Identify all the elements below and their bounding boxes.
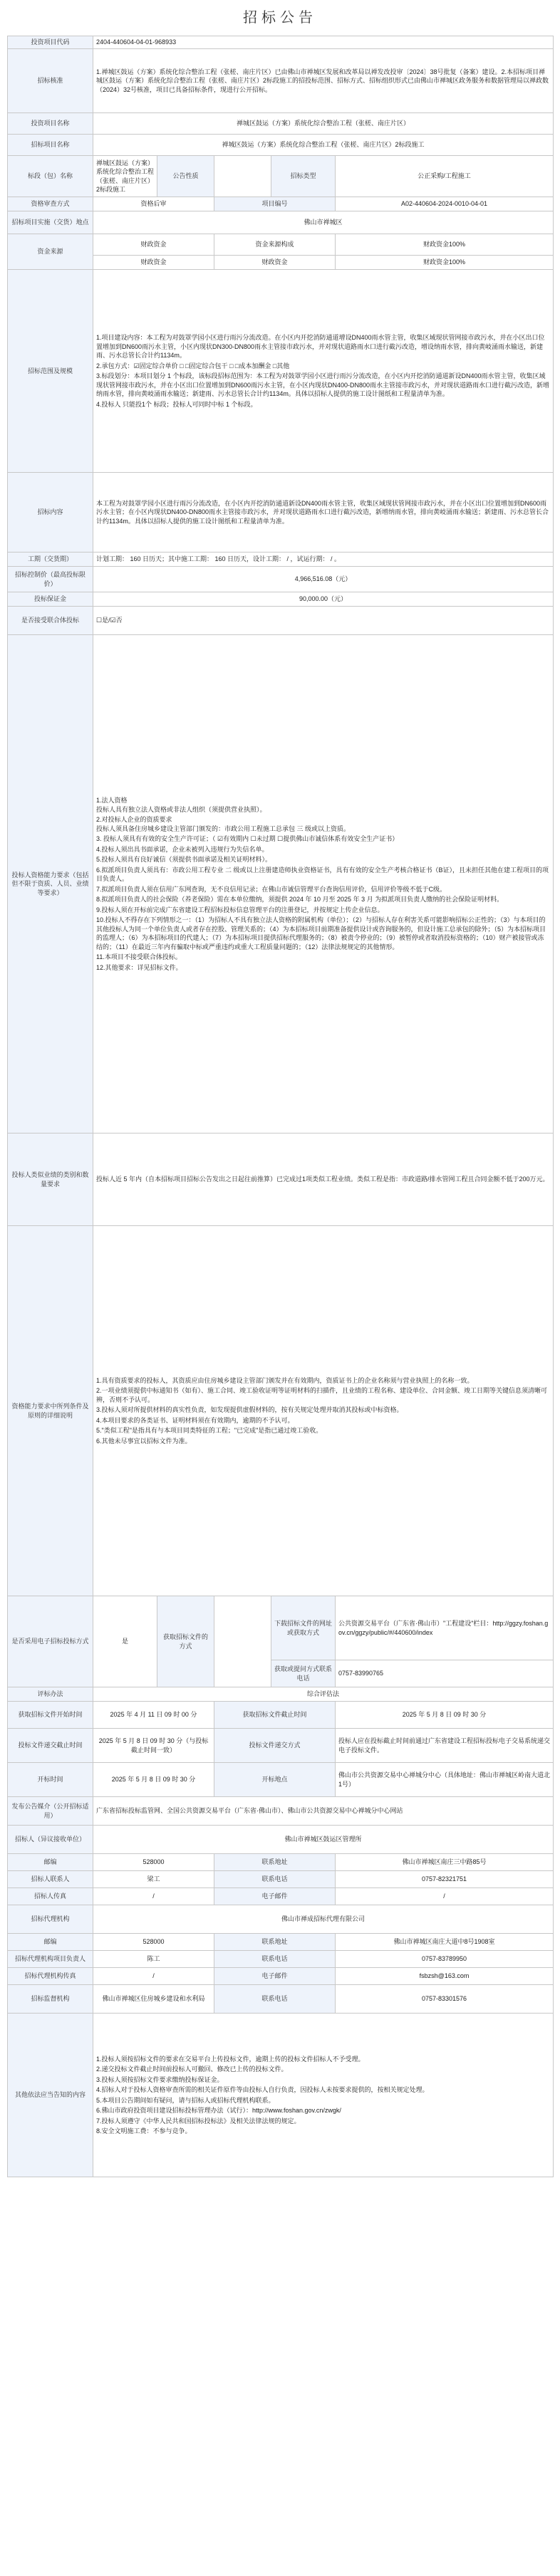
- value: [93, 1226, 554, 1596]
- phone-value: 0757-83789950: [336, 1951, 554, 1968]
- value: ☐是/☑否: [93, 607, 554, 635]
- row-bid-bond: [8, 592, 554, 607]
- principle-line: 1.具有资质要求的投标人，其资质应由住房城乡建设主管部门颁发并在有效期内，资质证书上的企业名称须与营业执照上的名称一致。: [96, 1376, 474, 1384]
- principle-line: 5."类似工程"是指具有与本项目同类特征的工程；"已完成"是指已通过竣工验收。: [96, 1427, 323, 1435]
- row-location: [8, 211, 554, 234]
- bid-end-value: 2025 年 5 月 8 日 09 时 30 分（与投标截止时间一致）: [93, 1729, 214, 1763]
- type-value: [214, 156, 271, 197]
- value: 4,966,516.08（元）: [93, 567, 554, 592]
- funds-r1: 财政资金: [93, 256, 214, 270]
- other-line: 4.招标人对于投标人资格审查所需的相关证件原件等由投标人自行负责，因投标人未按要求提供的，按相关规定处理。: [96, 2086, 429, 2093]
- addr-value: 佛山市禅城区南庄大道中8号1908室: [336, 1934, 554, 1951]
- other-line: 1.投标人须按招标文件的要求在交易平台上传投标文件，逾期上传的投标文件招标人不予受理。: [96, 2055, 365, 2063]
- row-funds-header: [8, 234, 554, 256]
- addr-label: 联系地址: [214, 1934, 336, 1951]
- value: 2404-440604-04-01-968933: [93, 36, 554, 49]
- principle-line: 2.一项业绩须提供中标通知书（如有）、施工合同、竣工验收证明等证明材料的扫描件，且业绩的工程名称、建设单位、合同金额、竣工日期等关键信息须清晰可辨，否则不予认可。: [96, 1387, 548, 1403]
- row-media: [8, 1797, 554, 1826]
- scope-line: 4.投标人 只能投1个 标段；投标人可同时中标 1 个标段。: [96, 400, 257, 408]
- row-performance: [8, 1133, 554, 1226]
- scope-line: 3.标段划分：本项目划分 1 个标段，该标段招标范围为：本工程为对鼓罩学园小区进行雨污分流改造，在小区内开挖消防通道新设DN400雨水管主管，收集区域现状管网接市政污水，并在小区出口位置增加到DN600雨污水主管，在小区内现状DN400-DN800雨水主管接市政污水，并对现状道路雨水口进行截污改造，新增纳雨水管，排向黄岐涌雨水输送；新建雨、污水总管长合计约1134m。具体以招标人提供的施工设计图纸和工程量清单为准。: [96, 372, 550, 397]
- open-label: 开标时间: [8, 1763, 93, 1797]
- label: 其他依法应当告知的内容: [8, 2014, 93, 2177]
- value: [93, 635, 554, 1133]
- open-value: 2025 年 5 月 8 日 09 时 30 分: [93, 1763, 214, 1797]
- label: 资格能力要求中所列条件及原则的详细说明: [8, 1226, 93, 1596]
- qualification-line: 2.对投标人企业的资质要求: [96, 816, 172, 823]
- row-open: [8, 1763, 554, 1797]
- value: /: [93, 1888, 214, 1905]
- row-supervisor: [8, 1985, 554, 2014]
- addr-value: 佛山市禅城区南庄三中路85号: [336, 1854, 554, 1871]
- other-line[interactable]: 6.佛山市政府投资项目建设招标投标管理办法（试行）：http://www.foshan.gov.cn/zwgk/: [96, 2107, 341, 2114]
- qualification-line: 6.拟派项目负责人须具有：市政公用工程专业 二 级或以上注册建造师执业资格证书，具有有效的安全生产考核合格证书（B证），且未担任其他在建工程项目的项目负责人。: [96, 866, 549, 882]
- value: 广东省招标投标监管网、全国公共资源交易平台（广东省·佛山市）、佛山市公共资源交易中心禅城分中心网站: [93, 1797, 554, 1826]
- principle-line: 6.其他未尽事宜以招标文件为准。: [96, 1437, 192, 1445]
- value: 528000: [93, 1934, 214, 1951]
- method-value: [214, 1596, 271, 1687]
- label: 招标代理机构项目负责人: [8, 1951, 93, 1968]
- other-line: 5.本项目公告期间如有疑问，请与招标人或招标代理机构联系。: [96, 2096, 275, 2104]
- label: 资金来源: [8, 234, 93, 270]
- label: 评标办法: [8, 1687, 93, 1702]
- row-scope: [8, 270, 554, 473]
- row-project-code: [8, 36, 554, 49]
- funds-r3: 财政资金100%: [336, 256, 554, 270]
- label: 标段（包）名称: [8, 156, 93, 197]
- open-place-label: 开标地点: [214, 1763, 336, 1797]
- qualification-line: 1.法人资格: [96, 797, 128, 804]
- principle-line: 4.本项目要求的各类证书、证明材料须在有效期内，逾期的不予认可。: [96, 1416, 294, 1424]
- row-tenderer-contact: [8, 1871, 554, 1888]
- label: 招标核准: [8, 49, 93, 113]
- category-label: 招标类型: [271, 156, 336, 197]
- other-line: 2.递交投标文件截止时间前投标人可撤回、修改已上传的投标文件。: [96, 2065, 288, 2073]
- value: 90,000.00（元）: [93, 592, 554, 607]
- label: 投资项目代码: [8, 36, 93, 49]
- row-agency: [8, 1905, 554, 1934]
- row-agency-fax: [8, 1968, 554, 1985]
- phone-label: 联系电话: [214, 1871, 336, 1888]
- other-line: 3.投标人须按招标文件要求缴纳投标保证金。: [96, 2075, 224, 2083]
- qualification-line: 5.投标人须具有良好诚信（须提供书面承诺及相关证明材料）。: [96, 856, 272, 863]
- label: 发布公告媒介（公开招标适用）: [8, 1797, 93, 1826]
- row-agency-contact: [8, 1951, 554, 1968]
- label: 招标控制价（最高投标限价）: [8, 567, 93, 592]
- value: 陈工: [93, 1951, 214, 1968]
- submit-label: 投标文件递交方式: [214, 1729, 336, 1763]
- other-line: 7.投标人须遵守《中华人民共和国招标投标法》及相关法律法规的规定。: [96, 2117, 301, 2125]
- phone-label: 获取或提问方式联系电话: [271, 1660, 336, 1687]
- label: 招标范围及规模: [8, 270, 93, 473]
- place-value[interactable]: 公共资源交易平台（广东省·佛山市）"工程建设"栏目：http://ggzy.foshan.gov.cn/ggzy/public/#/440600/index: [336, 1596, 554, 1660]
- value: 投标人近 5 年内（自本招标项目招标公告发出之日起往前推算）已完成过1项类似工程业绩。类似工程是指：市政道路/排水管网工程且合同金额不低于200万元。: [93, 1133, 554, 1226]
- label: 招标内容: [8, 473, 93, 553]
- scope-line: 1.项目建设内容：本工程为对鼓罩学园小区进行雨污分流改造。在小区内开挖消防通道增设DN400雨水管主管，收集区域现状管网接市政污水，并在小区出口位置增加到DN600雨污水主管，小区内现状DN300-DN800雨水主管接市政污水，并对现状道路雨水口进行截污改造，增设纳雨水管，排向黄岐涌雨水输送，新建雨、污水总管长合计约1134m。: [96, 334, 545, 359]
- row-bid-project-name: [8, 135, 554, 156]
- value: [93, 2014, 554, 2177]
- phone-value: 0757-83301576: [336, 1985, 554, 2014]
- row-get-times: [8, 1702, 554, 1729]
- submit-value: 投标人应在投标截止时间前通过广东省建设工程招标投标电子交易系统递交电子投标文件。: [336, 1729, 554, 1763]
- phone-value: 0757-82321751: [336, 1871, 554, 1888]
- value: 佛山市禅城区住房城乡建设和水利局: [93, 1985, 214, 2014]
- row-project-name: [8, 113, 554, 135]
- qualification-line: 8.拟派项目负责人的社会保险（养老保险）需在本单位缴纳，须提供 2024 年 10 月至 2025 年 3 月 为拟派项目负责人缴纳的社会保险证明材料。: [96, 896, 504, 903]
- email-label: 电子邮件: [214, 1888, 336, 1905]
- value: 本工程为对鼓罩学园小区进行雨污分流改造，在小区内开挖消防通道新设DN400雨水管主管，收集区域现状管网接市政污水，并在小区出口位置增加到DN600雨污水主管；在小区内现状DN400-DN800雨水主管接市政污水，并对现状道路雨水口进行截污改造，新增纳雨水管，排向黄岐涌雨水输送；新建雨、污水总管长合计约1134m。具体以招标人提供的施工设计图纸和工程量清单为准。: [93, 473, 554, 553]
- phone-label: 联系电话: [214, 1951, 336, 1968]
- qualification-line: 11.本项目不接受联合体投标。: [96, 953, 182, 960]
- value: [93, 270, 554, 473]
- label: 招标人（异议接收单位）: [8, 1826, 93, 1854]
- qualification-line: 7.拟派项目负责人须在信用广东网查询，无不良信用记录；在佛山市诚信管理平台查询信用评价，信用评价等级不低于C级。: [96, 885, 447, 893]
- value: 佛山市禅城区: [93, 211, 554, 234]
- qualification-line: 12.其他要求：详见招标文件。: [96, 963, 182, 971]
- value: /: [93, 1968, 214, 1985]
- label: 是否接受联合体投标: [8, 607, 93, 635]
- qualification-line: 投标人须具备住房城乡建设主管部门颁发的：市政公用工程施工总承包 三 级或以上资质。: [96, 824, 351, 832]
- value: 综合评估法: [93, 1687, 554, 1702]
- label: 招标代理机构: [8, 1905, 93, 1934]
- row-approval: [8, 49, 554, 113]
- code-value: A02-440604-2024-0010-04-01: [336, 197, 554, 211]
- label: 工期（交货期）: [8, 553, 93, 567]
- principle-line: 3.投标人须对所提供材料的真实性负责，如发现提供虚假材料的，按有关规定处理并取消其投标或中标资格。: [96, 1406, 403, 1414]
- value: 1.禅城区鼓运（方案）系统化综合整治工程（张槎、南庄片区）已由佛山市禅城区发展和改革局以禅发改投审〔2024〕38号批复（备案）建设。2.本招标项目禅城区鼓运（方案）系统化综合整治工程（张槎、南庄片区）2标段施工的招投标范围、招标方式、招标组织形式已由佛山市禅城区政务服务和数据管理局以禅政数（2024）32号核准，项目已具备招标条件，现进行公开招标。: [93, 49, 554, 113]
- row-other: [8, 2014, 554, 2177]
- value: 梁工: [93, 1871, 214, 1888]
- other-line: 8.安全文明施工费：不参与竞争。: [96, 2127, 192, 2135]
- row-tenderer: [8, 1826, 554, 1854]
- type-label: 公告性质: [157, 156, 214, 197]
- label: 资格审查方式: [8, 197, 93, 211]
- value: 禅城区鼓运（方案）系统化综合整治工程（张槎、南庄片区）2标段施工: [93, 135, 554, 156]
- qualification-line: 10.投标人不得存在下列情形之一：（1）为招标人不具有独立法人资格的附属机构（单位）；（2）与招标人存在利害关系可能影响招标公正性的；（3）与本项目的其他投标人为同一个单位负责人或者存在控股、管理关系的；（4）为本招标项目前期准备提供设计或咨询服务的，但设计施工总承包的除外；（5）为本招标项目的监理人；（6）为本招标项目的代建人；（7）为本招标项目提供招标代理服务的；（8）被责令停业的；（9）被暂停或者取消投标资格的；（10）财产被接管或冻结的；（11）在最近三年内有骗取中标或严重违约或重大工程质量问题的；（12）法律法规规定的其他情形。: [96, 916, 546, 951]
- label: 招标代理机构传真: [8, 1968, 93, 1985]
- scope-line: 2.承包方式：☑固定综合单价 □ □固定综合包干 □ □成本加酬金 □其他: [96, 362, 290, 370]
- row-electronic-1: [8, 1596, 554, 1660]
- phone-value: 0757-83990765: [336, 1660, 554, 1687]
- get-end-value: 2025 年 5 月 8 日 09 时 30 分: [336, 1702, 554, 1729]
- label: 招标项目名称: [8, 135, 93, 156]
- open-place-value: 佛山市公共资源交易中心禅城分中心（具体地址：佛山市禅城区岭南大道北1号）: [336, 1763, 554, 1797]
- label: 投资项目名称: [8, 113, 93, 135]
- row-principles: [8, 1226, 554, 1596]
- label: 邮编: [8, 1934, 93, 1951]
- row-tenderer-postcode: [8, 1854, 554, 1871]
- value: 资格后审: [93, 197, 214, 211]
- qualification-line: 4.投标人须出具书面承诺，企业未被列入违规行为失信名单。: [96, 845, 269, 853]
- code-label: 项目编号: [214, 197, 336, 211]
- email-value: /: [336, 1888, 554, 1905]
- value: 528000: [93, 1854, 214, 1871]
- row-max-price: [8, 567, 554, 592]
- funds-c1: 财政资金: [93, 234, 214, 256]
- email-value[interactable]: fsbzsh@163.com: [336, 1968, 554, 1985]
- label: 招标监督机构: [8, 1985, 93, 2014]
- get-end-label: 获取招标文件截止时间: [214, 1702, 336, 1729]
- row-bid-times: [8, 1729, 554, 1763]
- funds-c2: 资金来源构成: [214, 234, 336, 256]
- row-review: [8, 197, 554, 211]
- announcement-table: [7, 36, 554, 2177]
- label: 投标人类似业绩的类别和数量要求: [8, 1133, 93, 1226]
- get-start-label: 获取招标文件开始时间: [8, 1702, 93, 1729]
- value: 佛山市禅成招标代理有限公司: [93, 1905, 554, 1934]
- place-label: 下载招标文件的网址或获取方式: [271, 1596, 336, 1660]
- value: 禅城区鼓运（方案）系统化综合整治工程（张槎、南庄片区）: [93, 113, 554, 135]
- label: 是否采用电子招标投标方式: [8, 1596, 93, 1687]
- funds-c3: 财政资金100%: [336, 234, 554, 256]
- phone-label: 联系电话: [214, 1985, 336, 2014]
- label: 投标保证金: [8, 592, 93, 607]
- qualification-line: 3. 投标人须具有有效的安全生产许可证；（ ☑有效期内 ☐未过期 ☐提供佛山市诚信体系有效安全生产证书）: [96, 835, 399, 842]
- row-agency-postcode: [8, 1934, 554, 1951]
- email-label: 电子邮件: [214, 1968, 336, 1985]
- label: 邮编: [8, 1854, 93, 1871]
- get-start-value: 2025 年 4 月 11 日 09 时 00 分: [93, 1702, 214, 1729]
- method-label: 获取招标文件的方式: [157, 1596, 214, 1687]
- row-duration: [8, 553, 554, 567]
- value: 是: [93, 1596, 157, 1687]
- value: 佛山市禅城区鼓运区管理所: [93, 1826, 554, 1854]
- label: 招标人传真: [8, 1888, 93, 1905]
- qualification-line: 9.投标人须在开标前完成广东省建设工程招标投标信息管理平台的注册登记，并按规定上传企业信息。: [96, 906, 384, 913]
- bid-end-label: 投标文件递交截止时间: [8, 1729, 93, 1763]
- qualification-line: 投标人具有独立法人资格或非法人组织（须提供营业执照）。: [96, 805, 266, 813]
- row-consortium: [8, 607, 554, 635]
- addr-label: 联系地址: [214, 1854, 336, 1871]
- label: 招标人联系人: [8, 1871, 93, 1888]
- row-content: [8, 473, 554, 553]
- row-tenderer-fax: [8, 1888, 554, 1905]
- row-lot: [8, 156, 554, 197]
- value: 禅城区鼓运（方案）系统化综合整治工程（张槎、南庄片区）2标段施工: [93, 156, 157, 197]
- page-title: 招标公告: [243, 10, 317, 26]
- label: 招标项目实施（交货）地点: [8, 211, 93, 234]
- category-value: 公正采购/工程施工: [336, 156, 554, 197]
- value: 计划工期： 160 日历天；其中施工工期： 160 日历天，设计工期： / ，试运行期： / 。: [93, 553, 554, 567]
- funds-r2: 财政资金: [214, 256, 336, 270]
- row-qualification: [8, 635, 554, 1133]
- row-eval: [8, 1687, 554, 1702]
- label: 投标人资格能力要求（包括但不限于资质、人员、业绩等要求）: [8, 635, 93, 1133]
